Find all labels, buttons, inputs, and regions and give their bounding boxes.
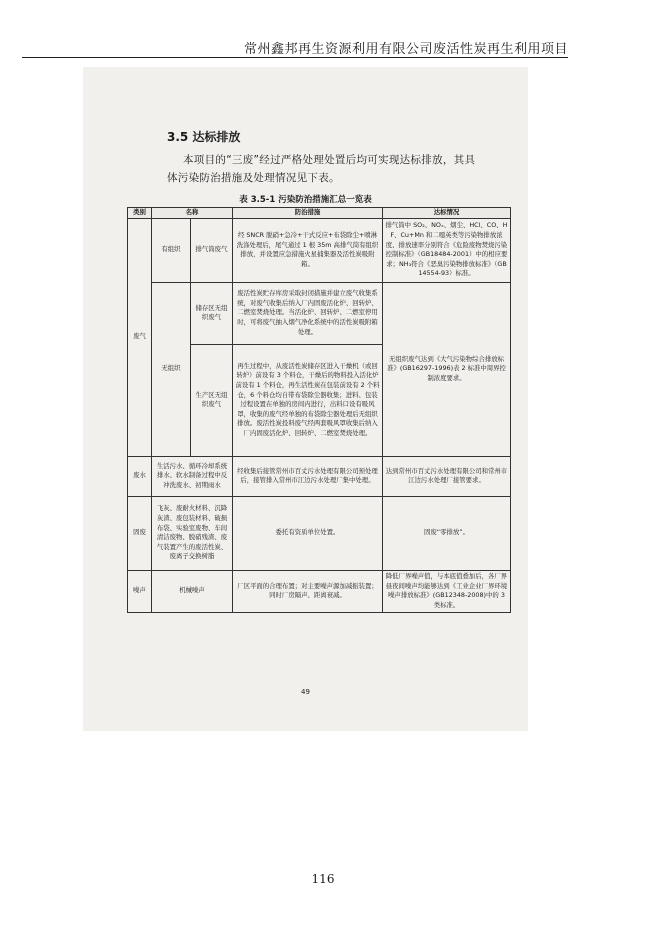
- noise-measure: 厂区平面的合理布置；对主要噪声源加减振装置；同时厂房隔声、距离衰减。: [233, 570, 383, 612]
- category-wastewater: 废水: [128, 456, 152, 496]
- table-row: [128, 570, 511, 612]
- organized-name: 排气筒废气: [191, 218, 233, 282]
- production-measure: 再生过程中，从废活性炭储存区进入干燥机（或回转炉）前设有 3 个料仓，干燥后的物料投入活化炉前设有 1 个料仓，再生活性炭在包装前设有 2 个料仓，6 个料仓均自带布袋除尘器收集；进料、包装过程设置在单独的房间内进行，出料口设有吸风罩，收集的废气经单独的布袋除尘器处理后无组织排放。废活性炭投料废气经两套吸风罩收集后纳入厂内固废活化炉、回转炉、二燃室焚烧处理。: [233, 344, 383, 456]
- noise-name: 机械噪声: [152, 570, 233, 612]
- page-number: 116: [311, 872, 335, 886]
- organized-label: 有组织: [152, 218, 191, 282]
- header-rule: [22, 57, 568, 58]
- category-solid-waste: 固废: [128, 496, 152, 570]
- solid-waste-measure: 委托有资质单位处置。: [233, 496, 383, 570]
- category-noise: 噪声: [128, 570, 152, 612]
- wastewater-measure: 经收集后接管常州市百丈污水处理有限公司预处理后，接管排入常州市江边污水处理厂集中处理。: [233, 456, 383, 496]
- organized-compliance: 排气筒中 SO₂、NOₓ、烟尘、HCl、CO、HF、Cu+Mn 和二噁英类等污染物排放浓度、排放速率分别符合《危险废物焚烧污染控制标准》（GB18484-2001）中的相应要求；NH₃符合《恶臭污染物排放标准》（GB14554-93）标准。: [383, 218, 511, 282]
- table-row: [128, 496, 511, 570]
- organized-measure: 经 SNCR 脱硝+急冷+干式反应+布袋除尘+喷淋洗涤处理后，尾气通过 1 根 35m 高排气筒有组织排放，并设置应急措施火星捕集器及活性炭吸附箱。: [233, 218, 383, 282]
- header-measure: 防治措施: [233, 208, 383, 219]
- storage-measure: 废活性炭贮存库房采取封闭措施并建立废气收集系统，对废气收集后纳入厂内固废活化炉、回转炉、二燃室焚烧处理。当活化炉、回转炉、二燃室停用时，可将废气抽入烟气净化系统中的活性炭吸附箱处理。: [233, 282, 383, 344]
- paragraph-line-1: 本项目的“三废”经过严格处理处置后均可实现达标排放，其具: [183, 154, 476, 166]
- table-header-row: [128, 208, 511, 219]
- table-caption: 表 3.5-1 污染防治措施汇总一览表: [239, 195, 372, 205]
- solid-waste-compliance: 固废“零排放”。: [383, 496, 511, 570]
- storage-name: 储存区无组织废气: [191, 282, 233, 344]
- wastewater-compliance: 达到常州市百丈污水处理有限公司和常州市江边污水处理厂接管要求。: [383, 456, 511, 496]
- section-heading: 3.5 达标排放: [167, 130, 241, 144]
- header-compliance: 达标情况: [383, 208, 511, 219]
- pollution-control-table: [127, 207, 511, 613]
- unorganized-label: 无组织: [152, 282, 191, 456]
- production-name: 生产区无组织废气: [191, 344, 233, 456]
- header-category: 类别: [128, 208, 152, 219]
- wastewater-name: 生活污水、循环冷却系统排水、软水制备过程中反冲洗废水、初期雨水: [152, 456, 233, 496]
- category-waste-gas: 废气: [128, 218, 152, 456]
- page-header: 常州鑫邦再生资源利用有限公司废活性炭再生利用项目: [243, 42, 568, 57]
- table-row: [128, 218, 511, 282]
- inner-page-number: 49: [301, 688, 310, 696]
- scanned-page: [83, 67, 528, 731]
- header-name: 名称: [152, 208, 233, 219]
- paragraph-line-2: 体污染防治措施及处理情况见下表。: [167, 172, 340, 184]
- noise-compliance: 降低厂界噪声值，与本底值叠加后，各厂界昼夜间噪声均能够达到《工业企业厂界环境噪声排放标准》(GB12348-2008)中的 3 类标准。: [383, 570, 511, 612]
- solid-waste-name: 飞灰、废耐火材料、沉降灰渣、废包装材料、破损布袋、实验室废物、车间清洁废物、脱硝残渣、废气装置产生的废活性炭、废离子交换树脂: [152, 496, 233, 570]
- table-row: [128, 282, 511, 344]
- table-row: [128, 456, 511, 496]
- unorganized-compliance: 无组织废气达到《大气污染物综合排放标准》(GB16297-1996)表 2 标准中周界控制浓度要求。: [383, 282, 511, 456]
